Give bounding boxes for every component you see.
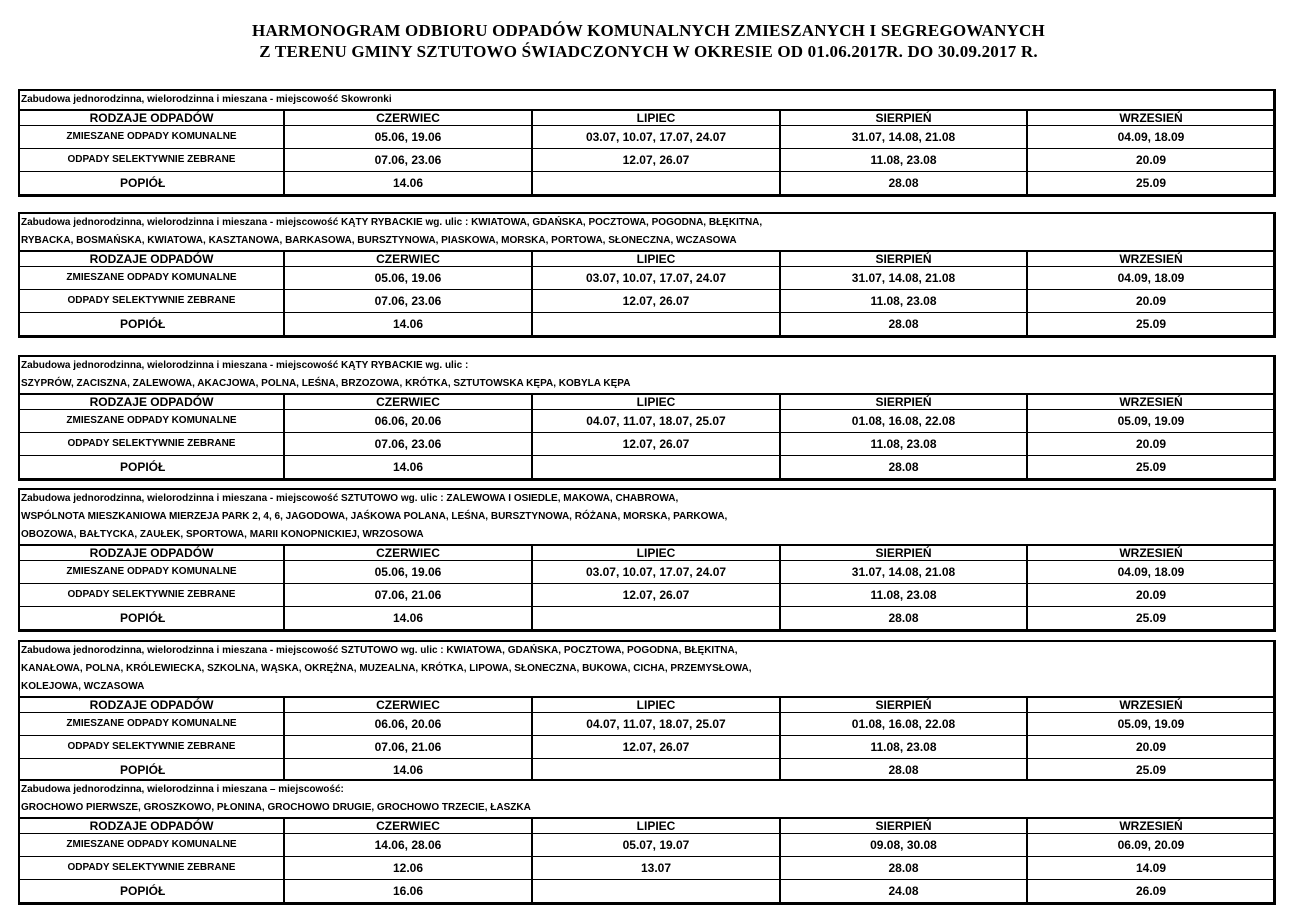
date-cell-czerwiec: 14.06	[284, 172, 532, 195]
date-cell-sierpien: 11.08, 23.08	[780, 736, 1027, 759]
date-cell-sierpien: 28.08	[780, 857, 1027, 880]
date-cell-sierpien: 28.08	[780, 172, 1027, 195]
waste-type-cell: ODPADY SELEKTYWNIE ZEBRANE	[20, 433, 284, 456]
date-cell-wrzesien: 20.09	[1027, 290, 1274, 313]
table-row	[20, 433, 1274, 456]
column-header-month: CZERWIEC	[284, 546, 532, 561]
location-description	[20, 357, 1273, 394]
date-cell-sierpien: 11.08, 23.08	[780, 290, 1027, 313]
date-cell-wrzesien: 14.09	[1027, 857, 1274, 880]
waste-type-cell: ZMIESZANE ODPADY KOMUNALNE	[20, 561, 284, 584]
waste-type-cell: ZMIESZANE ODPADY KOMUNALNE	[20, 713, 284, 736]
schedule-block	[18, 640, 1276, 784]
schedule-table	[20, 697, 1274, 781]
location-line: Zabudowa jednorodzinna, wielorodzinna i mieszana - miejscowość KĄTY RYBACKIE wg. ulic : KWIATOWA, GDAŃSKA, POCZTOWA, POGODNA, BŁĘKITNA,	[21, 217, 763, 228]
date-cell-lipiec: 13.07	[532, 857, 780, 880]
column-header-month: LIPIEC	[532, 252, 780, 267]
table-row	[20, 313, 1274, 336]
date-cell-wrzesien: 25.09	[1027, 313, 1274, 336]
waste-type-cell: POPIÓŁ	[20, 456, 284, 479]
table-row	[20, 126, 1274, 149]
column-header-month: CZERWIEC	[284, 395, 532, 410]
column-header-waste-type: RODZAJE ODPADÓW	[20, 111, 284, 126]
table-row	[20, 561, 1274, 584]
location-line: OBOZOWA, BAŁTYCKA, ZAUŁEK, SPORTOWA, MARII KONOPNICKIEJ, WRZOSOWA	[21, 529, 424, 540]
column-header-month: LIPIEC	[532, 819, 780, 834]
header-row	[20, 395, 1274, 410]
date-cell-lipiec: 12.07, 26.07	[532, 290, 780, 313]
date-cell-lipiec: 03.07, 10.07, 17.07, 24.07	[532, 126, 780, 149]
column-header-month: LIPIEC	[532, 111, 780, 126]
date-cell-lipiec: 03.07, 10.07, 17.07, 24.07	[532, 561, 780, 584]
column-header-month: SIERPIEŃ	[780, 395, 1027, 410]
waste-type-cell: ZMIESZANE ODPADY KOMUNALNE	[20, 834, 284, 857]
table-row	[20, 410, 1274, 433]
waste-type-cell: ODPADY SELEKTYWNIE ZEBRANE	[20, 290, 284, 313]
column-header-waste-type: RODZAJE ODPADÓW	[20, 395, 284, 410]
schedule-block	[18, 212, 1276, 338]
date-cell-czerwiec: 05.06, 19.06	[284, 126, 532, 149]
waste-type-cell: ODPADY SELEKTYWNIE ZEBRANE	[20, 584, 284, 607]
table-row	[20, 149, 1274, 172]
column-header-month: SIERPIEŃ	[780, 546, 1027, 561]
date-cell-lipiec: 12.07, 26.07	[532, 584, 780, 607]
column-header-month: LIPIEC	[532, 698, 780, 713]
schedule-table	[20, 394, 1274, 478]
table-row	[20, 584, 1274, 607]
title-line-1: HARMONOGRAM ODBIORU ODPADÓW KOMUNALNYCH ZMIESZANYCH I SEGREGOWANYCH	[252, 21, 1045, 40]
location-line: RYBACKA, BOSMAŃSKA, KWIATOWA, KASZTANOWA, BARKASOWA, BURSZTYNOWA, PIASKOWA, MORSKA, PORTOWA, SŁONECZNA, WCZASOWA	[21, 235, 737, 246]
column-header-month: CZERWIEC	[284, 252, 532, 267]
table-row	[20, 759, 1274, 782]
waste-type-cell: ODPADY SELEKTYWNIE ZEBRANE	[20, 149, 284, 172]
date-cell-wrzesien: 05.09, 19.09	[1027, 410, 1274, 433]
date-cell-czerwiec: 07.06, 23.06	[284, 149, 532, 172]
date-cell-sierpien: 31.07, 14.08, 21.08	[780, 126, 1027, 149]
date-cell-wrzesien: 20.09	[1027, 433, 1274, 456]
date-cell-czerwiec: 06.06, 20.06	[284, 713, 532, 736]
date-cell-wrzesien: 26.09	[1027, 880, 1274, 903]
waste-type-cell: ZMIESZANE ODPADY KOMUNALNE	[20, 126, 284, 149]
waste-type-cell: POPIÓŁ	[20, 880, 284, 903]
date-cell-sierpien: 28.08	[780, 607, 1027, 630]
location-line: WSPÓLNOTA MIESZKANIOWA MIERZEJA PARK 2, 4, 6, JAGODOWA, JAŚKOWA POLANA, LEŚNA, BURSZTYNOWA, RÓŻANA, MORSKA, PARKOWA,	[21, 511, 728, 522]
date-cell-sierpien: 31.07, 14.08, 21.08	[780, 561, 1027, 584]
date-cell-lipiec	[532, 313, 780, 336]
date-cell-sierpien: 09.08, 30.08	[780, 834, 1027, 857]
title-line-2: Z TERENU GMINY SZTUTOWO ŚWIADCZONYCH W OKRESIE OD 01.06.2017R. DO 30.09.2017 R.	[259, 42, 1038, 61]
date-cell-lipiec	[532, 880, 780, 903]
column-header-waste-type: RODZAJE ODPADÓW	[20, 698, 284, 713]
column-header-month: LIPIEC	[532, 546, 780, 561]
column-header-month: SIERPIEŃ	[780, 111, 1027, 126]
table-row	[20, 172, 1274, 195]
waste-type-cell: ODPADY SELEKTYWNIE ZEBRANE	[20, 857, 284, 880]
date-cell-sierpien: 28.08	[780, 456, 1027, 479]
schedule-block	[18, 779, 1276, 905]
column-header-month: WRZESIEŃ	[1027, 111, 1274, 126]
date-cell-lipiec	[532, 759, 780, 782]
date-cell-czerwiec: 07.06, 21.06	[284, 736, 532, 759]
date-cell-czerwiec: 05.06, 19.06	[284, 267, 532, 290]
column-header-month: CZERWIEC	[284, 698, 532, 713]
date-cell-sierpien: 28.08	[780, 313, 1027, 336]
date-cell-wrzesien: 25.09	[1027, 759, 1274, 782]
header-row	[20, 819, 1274, 834]
date-cell-czerwiec: 14.06	[284, 607, 532, 630]
waste-type-cell: POPIÓŁ	[20, 759, 284, 782]
date-cell-czerwiec: 07.06, 21.06	[284, 584, 532, 607]
date-cell-wrzesien: 04.09, 18.09	[1027, 267, 1274, 290]
table-row	[20, 857, 1274, 880]
date-cell-lipiec: 12.07, 26.07	[532, 149, 780, 172]
column-header-month: SIERPIEŃ	[780, 819, 1027, 834]
location-line: KANAŁOWA, POLNA, KRÓLEWIECKA, SZKOLNA, WĄSKA, OKRĘŻNA, MUZEALNA, KRÓTKA, LIPOWA, SŁONECZNA, BUKOWA, CICHA, PRZEMYSŁOWA,	[21, 663, 752, 674]
date-cell-lipiec: 05.07, 19.07	[532, 834, 780, 857]
waste-type-cell: POPIÓŁ	[20, 313, 284, 336]
date-cell-lipiec: 04.07, 11.07, 18.07, 25.07	[532, 713, 780, 736]
date-cell-wrzesien: 05.09, 19.09	[1027, 713, 1274, 736]
date-cell-sierpien: 11.08, 23.08	[780, 433, 1027, 456]
date-cell-czerwiec: 14.06	[284, 313, 532, 336]
schedule-table	[20, 545, 1274, 629]
location-line: GROCHOWO PIERWSZE, GROSZKOWO, PŁONINA, GROCHOWO DRUGIE, GROCHOWO TRZECIE, ŁASZKA	[21, 802, 531, 813]
location-line: Zabudowa jednorodzinna, wielorodzinna i mieszana - miejscowość SZTUTOWO wg. ulic : ZALEWOWA I OSIEDLE, MAKOWA, CHABROWA,	[21, 493, 679, 504]
schedule-table	[20, 818, 1274, 902]
location-description	[20, 642, 1273, 697]
location-description	[20, 214, 1273, 251]
location-line: KOLEJOWA, WCZASOWA	[21, 681, 145, 692]
date-cell-czerwiec: 16.06	[284, 880, 532, 903]
date-cell-wrzesien: 25.09	[1027, 607, 1274, 630]
waste-type-cell: POPIÓŁ	[20, 172, 284, 195]
waste-type-cell: ZMIESZANE ODPADY KOMUNALNE	[20, 267, 284, 290]
location-line: Zabudowa jednorodzinna, wielorodzinna i mieszana - miejscowość Skowronki	[21, 94, 392, 105]
date-cell-czerwiec: 05.06, 19.06	[284, 561, 532, 584]
date-cell-lipiec	[532, 607, 780, 630]
date-cell-lipiec: 12.07, 26.07	[532, 433, 780, 456]
column-header-month: WRZESIEŃ	[1027, 546, 1274, 561]
column-header-month: SIERPIEŃ	[780, 252, 1027, 267]
date-cell-sierpien: 01.08, 16.08, 22.08	[780, 713, 1027, 736]
date-cell-czerwiec: 07.06, 23.06	[284, 290, 532, 313]
waste-type-cell: POPIÓŁ	[20, 607, 284, 630]
date-cell-sierpien: 24.08	[780, 880, 1027, 903]
schedule-block	[18, 89, 1276, 197]
date-cell-lipiec	[532, 172, 780, 195]
column-header-month: CZERWIEC	[284, 819, 532, 834]
table-row	[20, 456, 1274, 479]
date-cell-sierpien: 28.08	[780, 759, 1027, 782]
table-row	[20, 834, 1274, 857]
column-header-waste-type: RODZAJE ODPADÓW	[20, 819, 284, 834]
page-title	[0, 20, 1297, 62]
date-cell-wrzesien: 06.09, 20.09	[1027, 834, 1274, 857]
column-header-month: WRZESIEŃ	[1027, 395, 1274, 410]
location-line: SZYPRÓW, ZACISZNA, ZALEWOWA, AKACJOWA, POLNA, LEŚNA, BRZOZOWA, KRÓTKA, SZTUTOWSKA KĘPA, KOBYLA KĘPA	[21, 378, 631, 389]
column-header-month: WRZESIEŃ	[1027, 252, 1274, 267]
table-row	[20, 290, 1274, 313]
waste-type-cell: ZMIESZANE ODPADY KOMUNALNE	[20, 410, 284, 433]
header-row	[20, 698, 1274, 713]
date-cell-wrzesien: 25.09	[1027, 456, 1274, 479]
column-header-waste-type: RODZAJE ODPADÓW	[20, 252, 284, 267]
date-cell-czerwiec: 07.06, 23.06	[284, 433, 532, 456]
table-row	[20, 880, 1274, 903]
column-header-month: LIPIEC	[532, 395, 780, 410]
date-cell-czerwiec: 14.06, 28.06	[284, 834, 532, 857]
date-cell-czerwiec: 14.06	[284, 759, 532, 782]
location-line: Zabudowa jednorodzinna, wielorodzinna i mieszana - miejscowość SZTUTOWO wg. ulic : KWIATOWA, GDAŃSKA, POCZTOWA, POGODNA, BŁĘKITNA,	[21, 645, 738, 656]
column-header-month: WRZESIEŃ	[1027, 819, 1274, 834]
location-description	[20, 781, 1273, 818]
header-row	[20, 252, 1274, 267]
date-cell-sierpien: 31.07, 14.08, 21.08	[780, 267, 1027, 290]
header-row	[20, 546, 1274, 561]
date-cell-wrzesien: 20.09	[1027, 584, 1274, 607]
date-cell-sierpien: 11.08, 23.08	[780, 584, 1027, 607]
column-header-month: WRZESIEŃ	[1027, 698, 1274, 713]
date-cell-sierpien: 01.08, 16.08, 22.08	[780, 410, 1027, 433]
schedule-table	[20, 251, 1274, 335]
date-cell-czerwiec: 14.06	[284, 456, 532, 479]
date-cell-lipiec: 12.07, 26.07	[532, 736, 780, 759]
date-cell-wrzesien: 04.09, 18.09	[1027, 561, 1274, 584]
date-cell-czerwiec: 12.06	[284, 857, 532, 880]
date-cell-lipiec: 04.07, 11.07, 18.07, 25.07	[532, 410, 780, 433]
schedule-block	[18, 355, 1276, 481]
location-line: Zabudowa jednorodzinna, wielorodzinna i mieszana – miejscowość:	[21, 784, 344, 795]
location-description	[20, 91, 1273, 110]
date-cell-sierpien: 11.08, 23.08	[780, 149, 1027, 172]
date-cell-wrzesien: 25.09	[1027, 172, 1274, 195]
table-row	[20, 607, 1274, 630]
column-header-month: SIERPIEŃ	[780, 698, 1027, 713]
schedule-table	[20, 110, 1274, 194]
date-cell-lipiec: 03.07, 10.07, 17.07, 24.07	[532, 267, 780, 290]
date-cell-czerwiec: 06.06, 20.06	[284, 410, 532, 433]
waste-type-cell: ODPADY SELEKTYWNIE ZEBRANE	[20, 736, 284, 759]
date-cell-lipiec	[532, 456, 780, 479]
column-header-waste-type: RODZAJE ODPADÓW	[20, 546, 284, 561]
schedule-block	[18, 488, 1276, 632]
table-row	[20, 736, 1274, 759]
location-line: Zabudowa jednorodzinna, wielorodzinna i mieszana - miejscowość KĄTY RYBACKIE wg. ulic :	[21, 360, 469, 371]
header-row	[20, 111, 1274, 126]
location-description	[20, 490, 1273, 545]
date-cell-wrzesien: 04.09, 18.09	[1027, 126, 1274, 149]
table-row	[20, 713, 1274, 736]
table-row	[20, 267, 1274, 290]
date-cell-wrzesien: 20.09	[1027, 736, 1274, 759]
column-header-month: CZERWIEC	[284, 111, 532, 126]
date-cell-wrzesien: 20.09	[1027, 149, 1274, 172]
